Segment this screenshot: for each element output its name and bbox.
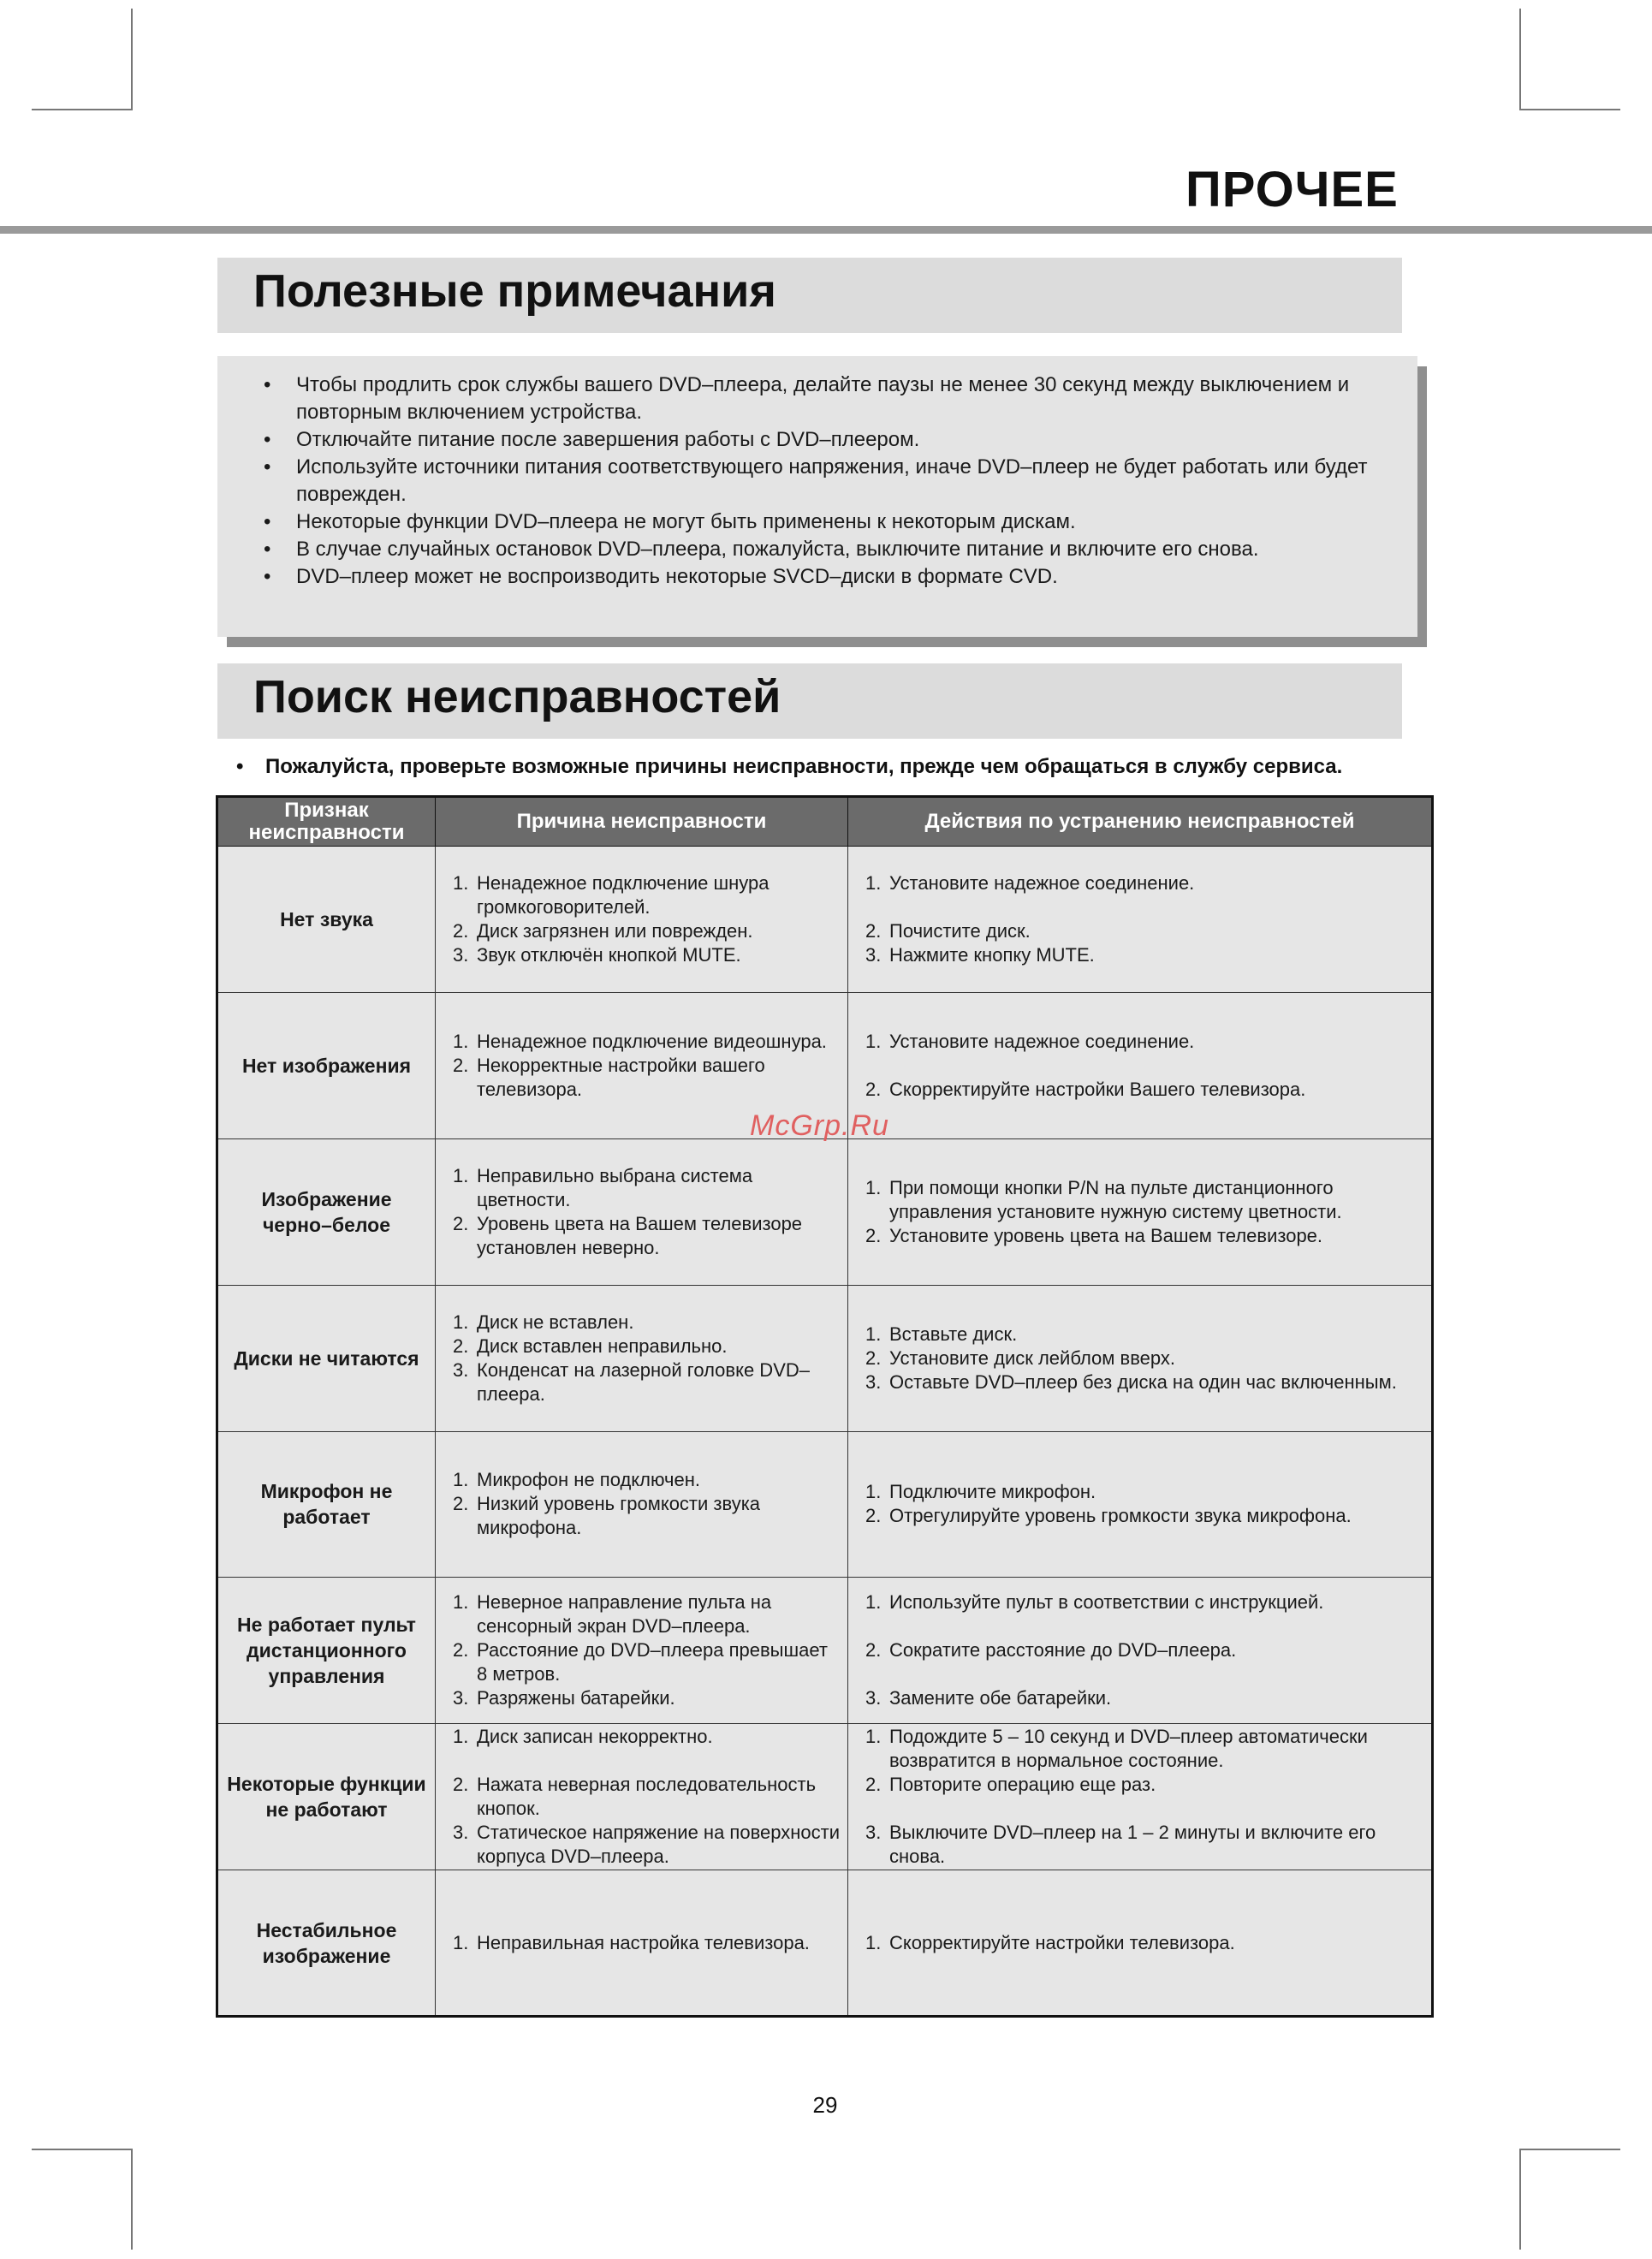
list-item bbox=[865, 871, 1426, 895]
list-item-number: 3. bbox=[865, 1822, 882, 1844]
list-item bbox=[453, 1590, 842, 1638]
action-cell bbox=[848, 1578, 1433, 1724]
list-item-number: 1. bbox=[453, 1931, 469, 1953]
list-item bbox=[453, 1492, 842, 1540]
cause-cell bbox=[436, 1431, 848, 1578]
list-item-number: 1. bbox=[865, 1176, 882, 1198]
list-item-text: Вставьте диск. bbox=[889, 1323, 1018, 1345]
crop-mark bbox=[32, 2149, 133, 2150]
action-cell bbox=[848, 992, 1433, 1138]
list-item-number: 1. bbox=[865, 1931, 882, 1953]
list-item-number: 1. bbox=[453, 1311, 469, 1333]
list-item-number: 2. bbox=[865, 1224, 882, 1246]
list-item-number: 3. bbox=[865, 943, 882, 966]
watermark: McGrp.Ru bbox=[750, 1109, 889, 1142]
list-item-text: Подождите 5 – 10 секунд и DVD–плеер автоматически возвратится в нормальное состояние. bbox=[889, 1726, 1368, 1772]
table-row bbox=[217, 1431, 1433, 1578]
note-item: • Отключайте питание после завершения работы с DVD–плеером. bbox=[260, 426, 1407, 454]
symptom-cell: Микрофон не работает bbox=[217, 1431, 436, 1578]
list-item-text: Подключите микрофон. bbox=[889, 1481, 1096, 1503]
list-item-text: Разряжены батарейки. bbox=[477, 1687, 675, 1709]
crop-mark bbox=[131, 2149, 133, 2250]
note-item: • DVD–плеер может не воспроизводить некоторые SVCD–диски в формате CVD. bbox=[260, 563, 1407, 591]
header-action: Действия по устранению неисправностей bbox=[848, 797, 1433, 847]
list-item-text: Диск загрязнен или поврежден. bbox=[477, 919, 753, 942]
list-item-text: Скорректируйте настройки телевизора. bbox=[889, 1931, 1235, 1953]
table-header-row bbox=[217, 797, 1433, 847]
list-item bbox=[453, 1054, 842, 1102]
list-item bbox=[865, 1773, 1426, 1797]
list-item-number: 2. bbox=[865, 1639, 882, 1662]
list-item-text: Неверное направление пульта на сенсорный экран DVD–плеера. bbox=[477, 1591, 772, 1638]
action-cell bbox=[848, 1431, 1433, 1578]
action-cell bbox=[848, 1724, 1433, 1870]
list-item-text: Диск вставлен неправильно. bbox=[477, 1335, 728, 1357]
action-cell bbox=[848, 1285, 1433, 1431]
list-item bbox=[453, 1686, 842, 1710]
symptom-cell: Некоторые функции не работают bbox=[217, 1724, 436, 1870]
list-item bbox=[453, 871, 842, 919]
list-item-text: Установите надежное соединение. bbox=[889, 871, 1195, 894]
symptom-cell: Диски не читаются bbox=[217, 1285, 436, 1431]
header-symptom: Признак неисправности bbox=[217, 797, 436, 847]
symptom-cell: Нет звука bbox=[217, 847, 436, 993]
action-cell-list bbox=[848, 1030, 1431, 1102]
notes-section-bar bbox=[217, 258, 1402, 333]
crop-mark bbox=[32, 109, 133, 110]
list-item bbox=[865, 1346, 1426, 1370]
list-item-number: 1. bbox=[865, 1591, 882, 1614]
table-row bbox=[217, 847, 1433, 993]
table-row bbox=[217, 1285, 1433, 1431]
cause-cell-list bbox=[436, 1164, 847, 1260]
list-item-number: 2. bbox=[865, 919, 882, 942]
list-item-number: 1. bbox=[865, 1030, 882, 1052]
list-item bbox=[865, 1638, 1426, 1662]
list-item-number: 3. bbox=[453, 943, 469, 966]
list-item-number: 2. bbox=[453, 1639, 469, 1662]
list-item-number: 2. bbox=[865, 1505, 882, 1527]
list-item-number: 2. bbox=[453, 1212, 469, 1234]
list-item bbox=[865, 1176, 1426, 1224]
list-item-text: Нажата неверная последовательность кнопок. bbox=[477, 1774, 817, 1820]
list-item-text: Выключите DVD–плеер на 1 – 2 минуты и включите его снова. bbox=[889, 1822, 1376, 1868]
cause-cell-list bbox=[436, 1590, 847, 1710]
list-item-text: Микрофон не подключен. bbox=[477, 1469, 700, 1491]
list-item-number: 1. bbox=[453, 1469, 469, 1491]
action-cell-list bbox=[848, 1176, 1431, 1248]
action-cell-list bbox=[848, 1590, 1431, 1710]
list-item-number: 1. bbox=[865, 1726, 882, 1748]
table-row bbox=[217, 1138, 1433, 1285]
troubleshooting-title: Поиск неисправностей bbox=[253, 671, 781, 722]
list-item-number: 3. bbox=[865, 1687, 882, 1709]
table-row bbox=[217, 1870, 1433, 2017]
symptom-cell: Изображение черно–белое bbox=[217, 1138, 436, 1285]
list-item-text: Конденсат на лазерной головке DVD–плеера. bbox=[477, 1358, 810, 1405]
list-item-text: Уровень цвета на Вашем телевизоре установлен неверно. bbox=[477, 1212, 803, 1258]
list-item-text: Неправильная настройка телевизора. bbox=[477, 1931, 810, 1953]
list-item-number: 1. bbox=[865, 1481, 882, 1503]
list-item bbox=[453, 1468, 842, 1492]
note-item: • Некоторые функции DVD–плеера не могут быть применены к некоторым дискам. bbox=[260, 508, 1407, 536]
cause-cell bbox=[436, 1724, 848, 1870]
list-item-number: 2. bbox=[453, 919, 469, 942]
list-item bbox=[865, 1370, 1426, 1394]
notes-list bbox=[260, 372, 1407, 591]
crop-mark bbox=[1519, 109, 1620, 110]
note-item: • Чтобы продлить срок службы вашего DVD–плеера, делайте паузы не менее 30 секунд между выключением и повторным включением устройства. bbox=[260, 372, 1407, 426]
cause-cell bbox=[436, 1285, 848, 1431]
list-item-text: Оставьте DVD–плеер без диска на один час включенным. bbox=[889, 1370, 1397, 1393]
cause-cell bbox=[436, 1138, 848, 1285]
list-item-text: Ненадежное подключение шнура громкоговорителей. bbox=[477, 871, 770, 918]
cause-cell-list bbox=[436, 1931, 847, 1955]
action-cell bbox=[848, 847, 1433, 993]
list-item-text: Скорректируйте настройки Вашего телевизора. bbox=[889, 1078, 1306, 1100]
list-item-number: 2. bbox=[453, 1493, 469, 1515]
action-cell-list bbox=[848, 1480, 1431, 1528]
cause-cell bbox=[436, 847, 848, 993]
cause-cell bbox=[436, 1870, 848, 2017]
list-item-number: 2. bbox=[865, 1346, 882, 1369]
action-cell-list bbox=[848, 1725, 1431, 1869]
list-item-text: Установите надежное соединение. bbox=[889, 1030, 1195, 1052]
list-item-text: Сократите расстояние до DVD–плеера. bbox=[889, 1639, 1237, 1662]
list-item-number: 3. bbox=[865, 1370, 882, 1393]
list-item-number: 1. bbox=[453, 1030, 469, 1052]
list-item-number: 1. bbox=[865, 871, 882, 894]
list-item-text: Некорректные настройки вашего телевизора. bbox=[477, 1054, 765, 1100]
notes-title: Полезные примечания bbox=[253, 265, 776, 317]
list-item-text: Используйте пульт в соответствии с инструкцией. bbox=[889, 1591, 1324, 1614]
action-cell-list bbox=[848, 871, 1431, 967]
list-item bbox=[453, 943, 842, 967]
list-item bbox=[865, 1078, 1426, 1102]
page-number: 29 bbox=[812, 2092, 838, 2118]
list-item bbox=[865, 1931, 1426, 1955]
list-item bbox=[453, 1725, 842, 1749]
list-item bbox=[453, 1030, 842, 1054]
action-cell bbox=[848, 1138, 1433, 1285]
list-item-text: Диск не вставлен. bbox=[477, 1311, 634, 1333]
list-item bbox=[453, 1821, 842, 1869]
crop-mark bbox=[131, 9, 133, 110]
list-item bbox=[865, 943, 1426, 967]
list-item bbox=[453, 1335, 842, 1358]
troubleshooting-table bbox=[216, 795, 1434, 2018]
page-header-title: ПРОЧЕЕ bbox=[1186, 162, 1399, 217]
cause-cell-list bbox=[436, 871, 847, 967]
list-item-text: Расстояние до DVD–плеера превышает 8 метров. bbox=[477, 1639, 828, 1685]
list-item-number: 2. bbox=[453, 1335, 469, 1357]
cause-cell bbox=[436, 1578, 848, 1724]
list-item-text: Звук отключён кнопкой MUTE. bbox=[477, 943, 741, 966]
list-item bbox=[453, 919, 842, 943]
list-item bbox=[865, 1323, 1426, 1346]
list-item bbox=[453, 1931, 842, 1955]
table-row bbox=[217, 1578, 1433, 1724]
symptom-cell: Нет изображения bbox=[217, 992, 436, 1138]
list-item-text: Ненадежное подключение видеошнура. bbox=[477, 1030, 827, 1052]
list-item bbox=[865, 1590, 1426, 1614]
list-item-text: Установите уровень цвета на Вашем телевизоре. bbox=[889, 1224, 1323, 1246]
troubleshooting-intro: • Пожалуйста, проверьте возможные причины неисправности, прежде чем обращаться в службу сервиса. bbox=[233, 753, 1464, 781]
list-item-text: Почистите диск. bbox=[889, 919, 1031, 942]
symptom-cell: Нестабильное изображение bbox=[217, 1870, 436, 2017]
list-item-number: 3. bbox=[453, 1358, 469, 1381]
table-body bbox=[217, 847, 1433, 2017]
notes-box bbox=[217, 356, 1417, 637]
header-rule bbox=[0, 226, 1652, 234]
list-item bbox=[453, 1164, 842, 1212]
symptom-cell: Не работает пульт дистанционного управления bbox=[217, 1578, 436, 1724]
note-item: • В случае случайных остановок DVD–плеера, пожалуйста, выключите питание и включите его снова. bbox=[260, 536, 1407, 563]
list-item-text: Установите диск лейблом вверх. bbox=[889, 1346, 1175, 1369]
list-item bbox=[865, 1821, 1426, 1869]
list-item bbox=[865, 1030, 1426, 1054]
note-item: • Используйте источники питания соответствующего напряжения, иначе DVD–плеер не будет работать или будет поврежден. bbox=[260, 454, 1407, 508]
list-item bbox=[453, 1358, 842, 1406]
list-item-number: 1. bbox=[453, 1164, 469, 1186]
list-item-number: 1. bbox=[453, 1591, 469, 1614]
list-item bbox=[453, 1311, 842, 1335]
list-item bbox=[865, 1725, 1426, 1773]
list-item-number: 1. bbox=[453, 871, 469, 894]
list-item-number: 2. bbox=[453, 1054, 469, 1076]
list-item-text: Диск записан некорректно. bbox=[477, 1726, 713, 1748]
list-item bbox=[453, 1638, 842, 1686]
list-item bbox=[865, 1224, 1426, 1248]
list-item-text: Нажмите кнопку MUTE. bbox=[889, 943, 1095, 966]
list-item bbox=[453, 1212, 842, 1260]
cause-cell-list bbox=[436, 1468, 847, 1540]
action-cell bbox=[848, 1870, 1433, 2017]
list-item-text: Неправильно выбрана система цветности. bbox=[477, 1164, 753, 1210]
crop-mark bbox=[1519, 2149, 1620, 2150]
list-item bbox=[865, 1686, 1426, 1710]
action-cell-list bbox=[848, 1931, 1431, 1955]
list-item-text: Отрегулируйте уровень громкости звука микрофона. bbox=[889, 1505, 1352, 1527]
list-item-text: При помощи кнопки P/N на пульте дистанционного управления установите нужную систему цветности. bbox=[889, 1176, 1342, 1222]
list-item bbox=[865, 1480, 1426, 1504]
list-item-text: Низкий уровень громкости звука микрофона. bbox=[477, 1493, 761, 1539]
list-item bbox=[453, 1773, 842, 1821]
crop-mark bbox=[1519, 2149, 1521, 2250]
list-item bbox=[865, 919, 1426, 943]
list-item-number: 3. bbox=[453, 1822, 469, 1844]
list-item-number: 3. bbox=[453, 1687, 469, 1709]
table-row bbox=[217, 1724, 1433, 1870]
list-item-number: 1. bbox=[865, 1323, 882, 1345]
list-item-text: Статическое напряжение на поверхности корпуса DVD–плеера. bbox=[477, 1822, 840, 1868]
cause-cell-list bbox=[436, 1725, 847, 1869]
list-item-number: 2. bbox=[453, 1774, 469, 1796]
list-item bbox=[865, 1504, 1426, 1528]
list-item-text: Замените обе батарейки. bbox=[889, 1687, 1112, 1709]
header-cause: Причина неисправности bbox=[436, 797, 848, 847]
action-cell-list bbox=[848, 1323, 1431, 1394]
list-item-text: Повторите операцию еще раз. bbox=[889, 1774, 1156, 1796]
list-item-number: 2. bbox=[865, 1774, 882, 1796]
list-item-number: 2. bbox=[865, 1078, 882, 1100]
cause-cell-list bbox=[436, 1311, 847, 1406]
list-item-number: 1. bbox=[453, 1726, 469, 1748]
cause-cell-list bbox=[436, 1030, 847, 1102]
troubleshooting-section-bar bbox=[217, 663, 1402, 739]
crop-mark bbox=[1519, 9, 1521, 110]
